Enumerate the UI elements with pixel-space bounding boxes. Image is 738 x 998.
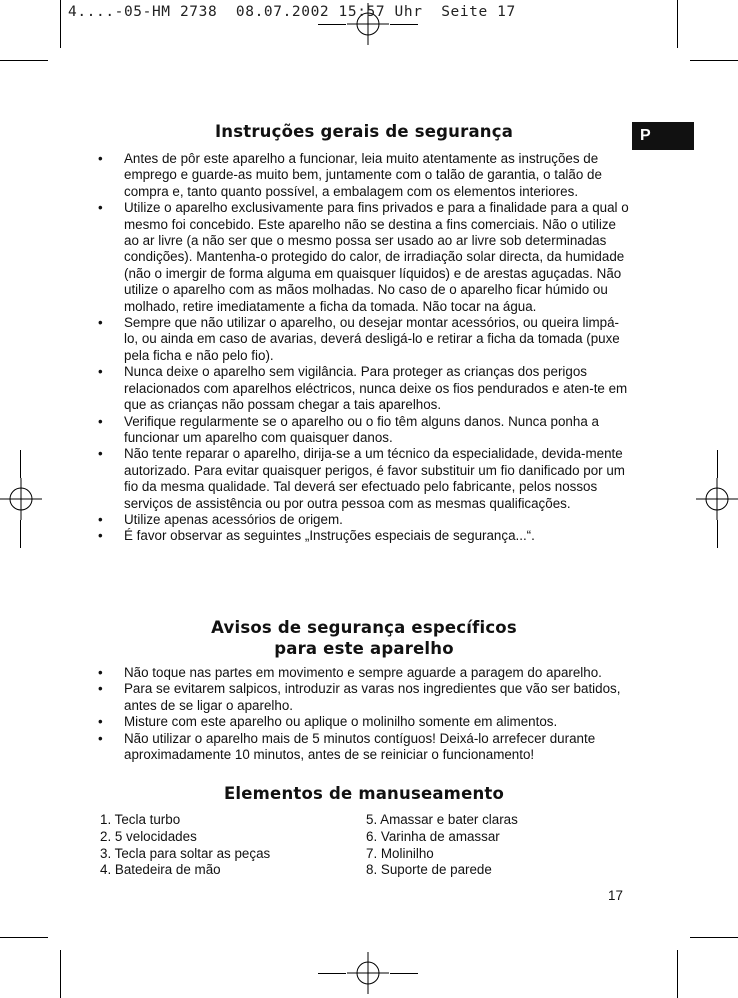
crop-mark (390, 24, 418, 25)
list-item: • É favor observar as seguintes „Instruções especiais de segurança...“. (96, 528, 630, 544)
elements-title: Elementos de manuseamento (223, 784, 505, 803)
crop-mark (390, 973, 418, 974)
page-number: 17 (608, 888, 623, 903)
list-item: 4. Batedeira de mão (100, 862, 221, 878)
registration-mark-icon (347, 952, 389, 994)
list-item: 8. Suporte de parede (366, 862, 492, 878)
crop-mark (690, 60, 738, 61)
specific-safety-title-line2: para este aparelho (274, 639, 454, 658)
list-item: 5. Amassar e bater claras (366, 812, 518, 827)
list-item: • Antes de pôr este aparelho a funcionar, leia muito atentamente as instruções de emprego e guarde-as muito bem, juntamente com o talão de garantia, o talão de compra e, tanto quanto possível, a embalagem com os elementos interiores. (96, 151, 630, 200)
crop-mark (690, 937, 738, 938)
list-item: • Utilize o aparelho exclusivamente para fins privados e para a finalidade para a qual o mesmo foi concebido. Este aparelho não se destina a fins comerciais. Não o utilize ao ar livre (a não ser que o mesmo possa ser usado ao ar livre sob determinadas condições). Mantenha-o protegido do calor, de irradiação solar directa, da humidade (não o imergir de forma alguma em quaisquer líquidos) e de arestas aguçadas. Não utilize o aparelho com as mãos molhadas. No caso de o aparelho ficar húmido ou molhado, retire imediatamente a ficha da tomada. Não tocar na água. (96, 200, 630, 315)
crop-mark (0, 60, 48, 61)
crop-mark (60, 0, 61, 48)
list-item: • Não utilizar o aparelho mais de 5 minutos contíguos! Deixá-lo arrefecer durante aproximadamente 10 minutos, antes de se reiniciar o funcionamento! (96, 731, 630, 764)
specific-safety-title-line1: Avisos de segurança específicos (211, 618, 517, 637)
list-item: • Nunca deixe o aparelho sem vigilância. Para proteger as crianças dos perigos relacionados com aparelhos eléctricos, nunca deixe os fios pendurados e aten-te em que as crianças não possam chegar a tais aparelhos. (96, 364, 630, 413)
list-item: 2. 5 velocidades (100, 828, 197, 844)
print-slug: 4....-05-HM 2738 08.07.2002 15:57 Uhr Seite 17 (68, 4, 516, 20)
crop-mark (318, 24, 346, 25)
list-item: • Sempre que não utilizar o aparelho, ou desejar montar acessórios, ou queira limpá-lo, ou ainda em caso de avarias, deverá desligá-lo e retirar a ficha da tomada (puxe pela ficha e não pelo fio). (96, 315, 630, 364)
registration-mark-icon (0, 478, 42, 520)
list-item: 1. Tecla turbo (100, 812, 181, 827)
elements-list-left (100, 812, 270, 879)
list-item: 7. Molinilho (366, 845, 434, 861)
list-item: 3. Tecla para soltar as peças (100, 845, 271, 861)
list-item: • Não tente reparar o aparelho, dirija-se a um técnico da especialidade, devida-mente autorizado. Para evitar quaisquer perigos, é favor substituir um fio danificado por um fio da mesma qualidade. Tal deverá ser efectuado pelo fabricante, pelos nossos serviços de assistência ou por outra pessoa com as mesmas qualificações. (96, 446, 630, 512)
crop-mark (0, 937, 48, 938)
crop-mark (20, 450, 21, 478)
specific-safety-title (84, 617, 644, 659)
list-item: • Para se evitarem salpicos, introduzir as varas nos ingredientes que vão ser batidos, antes de se ligar o aparelho. (96, 681, 630, 714)
list-item: • Verifique regularmente se o aparelho ou o fio têm alguns danos. Nunca ponha a funcionar um aparelho com quaisquer danos. (96, 414, 630, 447)
list-item: 6. Varinha de amassar (366, 828, 500, 844)
general-safety-title: Instruções gerais de segurança (214, 122, 514, 141)
general-safety-list (96, 151, 630, 545)
crop-mark (717, 450, 718, 478)
crop-mark (60, 950, 61, 998)
elements-list-right (366, 812, 518, 879)
language-tab-label: P (640, 127, 651, 144)
crop-mark (717, 520, 718, 548)
list-item: • Não toque nas partes em movimento e sempre aguarde a paragem do aparelho. (96, 665, 630, 681)
specific-safety-list (96, 665, 630, 763)
crop-mark (677, 0, 678, 48)
crop-mark (20, 520, 21, 548)
list-item: • Utilize apenas acessórios de origem. (96, 512, 630, 528)
list-item: • Misture com este aparelho ou aplique o molinilho somente em alimentos. (96, 714, 630, 730)
crop-mark (677, 950, 678, 998)
registration-mark-icon (696, 478, 738, 520)
crop-mark (318, 973, 346, 974)
